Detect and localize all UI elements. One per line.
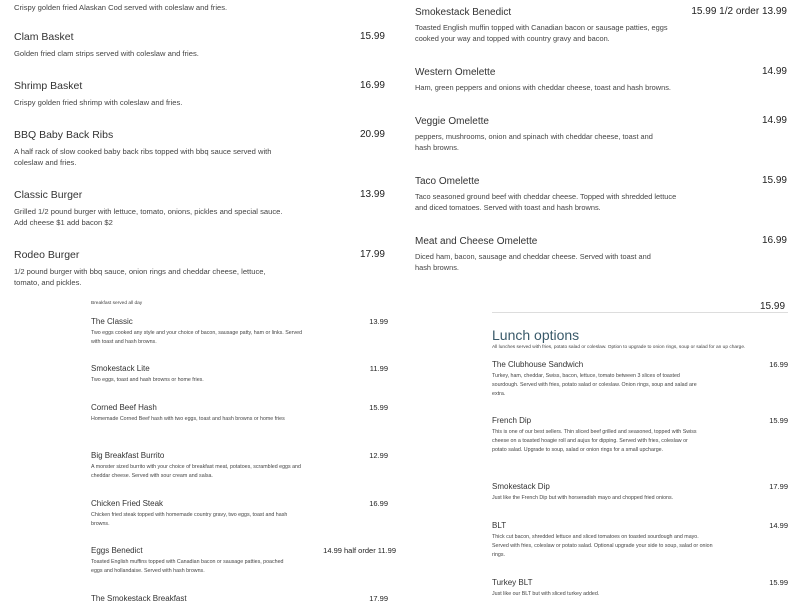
- item-price: 15.99: [359, 31, 385, 42]
- item-price: 14.99: [769, 521, 788, 530]
- item-title: The Classic: [91, 317, 133, 326]
- item-title: Eggs Benedict: [91, 546, 143, 555]
- item-title: BBQ Baby Back Ribs: [14, 129, 114, 141]
- item-title: Smokestack Dip: [492, 482, 550, 491]
- cut-item-description: Crispy golden fried Alaskan Cod served with coleslaw and fries.: [14, 3, 228, 12]
- menu-item-the-classic: [91, 317, 388, 347]
- item-description: A monster sized burrito with your choice of breakfast meat, potatoes, scrambled eggs and cheddar cheese. Served with sour cream and salsa.: [91, 464, 301, 479]
- item-description: Two eggs cooked any style and your choice of bacon, sausage patty, ham or links. Served with toast and hash browns.: [91, 330, 303, 345]
- menu-item-clam-basket: [14, 31, 390, 59]
- item-price: 12.99: [369, 451, 388, 460]
- item-description: Just like the French Dip but with horseradish mayo and chopped fried onions.: [492, 495, 674, 501]
- item-price: 11.99: [369, 364, 388, 373]
- item-price: 15.99: [769, 416, 788, 425]
- item-description: Two eggs, toast and hash browns or home fries.: [91, 377, 204, 383]
- item-description: Homemade Corned Beef hash with two eggs, toast and hash browns or home fries: [91, 416, 285, 422]
- item-title: BLT: [492, 521, 507, 530]
- item-title: The Smokestack Breakfast: [91, 594, 187, 603]
- menu-item-breakfast-burrito: [91, 451, 388, 481]
- item-price: 15.99: [761, 175, 787, 186]
- item-description: A half rack of slow cooked baby back ribs topped with bbq sauce served with coleslaw and fries.: [14, 147, 272, 167]
- item-description: Thick cut bacon, shredded lettuce and sliced tomatoes on toasted sourdough and mayo. Served with fries, coleslaw or potato salad. Optional upgrade your side to soup, salad or onion rings.: [492, 534, 713, 558]
- item-price: 15.99: [769, 578, 788, 587]
- item-description: Diced ham, bacon, sausage and cheddar cheese. Served with toast and hash browns.: [415, 252, 651, 272]
- item-price: 14.99: [761, 115, 787, 126]
- item-price: 13.99: [369, 317, 388, 326]
- item-description: Chicken fried steak topped with homemade country gravy, two eggs, toast and hash browns.: [91, 512, 288, 527]
- lunch-heading: Lunch options: [492, 327, 580, 343]
- menu-item-chicken-fried-steak: [91, 499, 388, 529]
- item-price: 15.99: [369, 403, 388, 412]
- item-title: The Clubhouse Sandwich: [492, 360, 584, 369]
- item-price: 20.99: [359, 129, 385, 140]
- item-title: Western Omelette: [415, 67, 496, 78]
- menu-item-smokestack-lite: [91, 364, 388, 385]
- item-description: 1/2 pound burger with bbq sauce, onion rings and cheddar cheese, lettuce, tomato, and pickles.: [14, 267, 266, 287]
- item-title: Corned Beef Hash: [91, 403, 157, 412]
- menu-item-turkey-blt: [492, 578, 788, 599]
- menu-item-shrimp-basket: [14, 80, 390, 108]
- item-addons: Add cheese $1 add bacon $2: [14, 218, 113, 227]
- menu-item-smokestack-benedict: [415, 7, 787, 44]
- item-description: Grilled 1/2 pound burger with lettuce, tomato, onions, pickles and special sauce.: [14, 207, 283, 216]
- item-title: Veggie Omelette: [415, 116, 489, 127]
- menu-item-bbq-ribs: [14, 129, 390, 168]
- item-description: Toasted English muffin topped with Canadian bacon or sausage patties, eggs cooked your way and topped with country gravy and bacon.: [415, 23, 668, 43]
- menu-item-meat-cheese-omelette: [415, 236, 787, 273]
- item-description: Toasted English muffins topped with Canadian bacon or sausage patties, poached eggs and hollandaise. Served with hash browns.: [91, 559, 284, 574]
- menu-item-clubhouse-sandwich: [492, 360, 788, 398]
- item-description: Crispy golden fried shrimp with coleslaw and fries.: [14, 98, 183, 107]
- section-divider: [492, 312, 788, 313]
- item-title: Classic Burger: [14, 189, 83, 201]
- menu-item-rodeo-burger: [14, 249, 390, 288]
- menu-item-eggs-benedict: [91, 546, 396, 576]
- menu-item-corned-beef-hash: [91, 403, 388, 424]
- item-price: 14.99: [761, 66, 787, 77]
- item-description: Turkey, ham, cheddar, Swiss, bacon, lettuce, tomato between 3 slices of toasted sourdough. Served with fries, potato salad or coleslaw. Onion rings, soup and salad are extra.: [492, 373, 697, 397]
- item-description: Taco seasoned ground beef with cheddar cheese. Topped with shredded lettuce and diced tomatoes. Served with toast and hash browns.: [415, 192, 677, 212]
- item-title: Chicken Fried Steak: [91, 499, 164, 508]
- item-description: This is one of our best sellers. Thin sliced beef grilled and seasoned, topped with Swiss cheese on a toasted hoagie roll and aujus for dipping. Served with fries, coleslaw or potato salad. Upgrade to soup, salad or onion rings for a small upcharge.: [492, 429, 697, 453]
- item-title: Meat and Cheese Omelette: [415, 236, 538, 247]
- item-title: Clam Basket: [14, 31, 74, 43]
- menu-item-classic-burger: [14, 189, 390, 228]
- menu-item-veggie-omelette: [415, 116, 787, 153]
- item-title: Turkey BLT: [492, 578, 533, 587]
- menu-item-blt: [492, 521, 788, 559]
- item-price: 14.99 half order 11.99: [323, 546, 396, 555]
- item-price: 16.99: [761, 235, 787, 246]
- item-price: 16.99: [769, 360, 788, 369]
- item-price: 16.99: [359, 80, 385, 91]
- item-price: 17.99: [359, 249, 385, 260]
- item-description: Golden fried clam strips served with coleslaw and fries.: [14, 49, 199, 58]
- menu-item-taco-omelette: [415, 176, 787, 213]
- item-title: Smokestack Lite: [91, 364, 150, 373]
- menu-item-western-omelette: [415, 67, 787, 93]
- item-title: Rodeo Burger: [14, 249, 80, 261]
- item-title: French Dip: [492, 416, 532, 425]
- lunch-note: All lunches served with fries, potato salad or coleslaw. Option to upgrade to onion rings, soup or salad for an up charge.: [492, 345, 746, 350]
- cut-item-price: 15.99: [760, 301, 786, 312]
- menu-item-smokestack-dip: [492, 482, 788, 503]
- item-title: Smokestack Benedict: [415, 7, 512, 18]
- item-title: Taco Omelette: [415, 176, 480, 187]
- item-description: Just like our BLT but with sliced turkey added.: [492, 591, 600, 597]
- breakfast-note: Breakfast served all day: [91, 301, 143, 306]
- item-description: peppers, mushrooms, onion and spinach with cheddar cheese, toast and hash browns.: [415, 132, 653, 152]
- item-price: 17.99: [369, 594, 388, 603]
- menu-item-french-dip: [492, 416, 788, 454]
- item-title: Big Breakfast Burrito: [91, 451, 165, 460]
- item-price: 16.99: [369, 499, 388, 508]
- item-price: 15.99 1/2 order 13.99: [691, 6, 787, 17]
- item-description: Ham, green peppers and onions with cheddar cheese, toast and hash browns.: [415, 83, 671, 92]
- item-price: 17.99: [769, 482, 788, 491]
- item-title: Shrimp Basket: [14, 80, 83, 92]
- item-price: 13.99: [359, 189, 385, 200]
- menu-item-smokestack-breakfast: [91, 594, 388, 603]
